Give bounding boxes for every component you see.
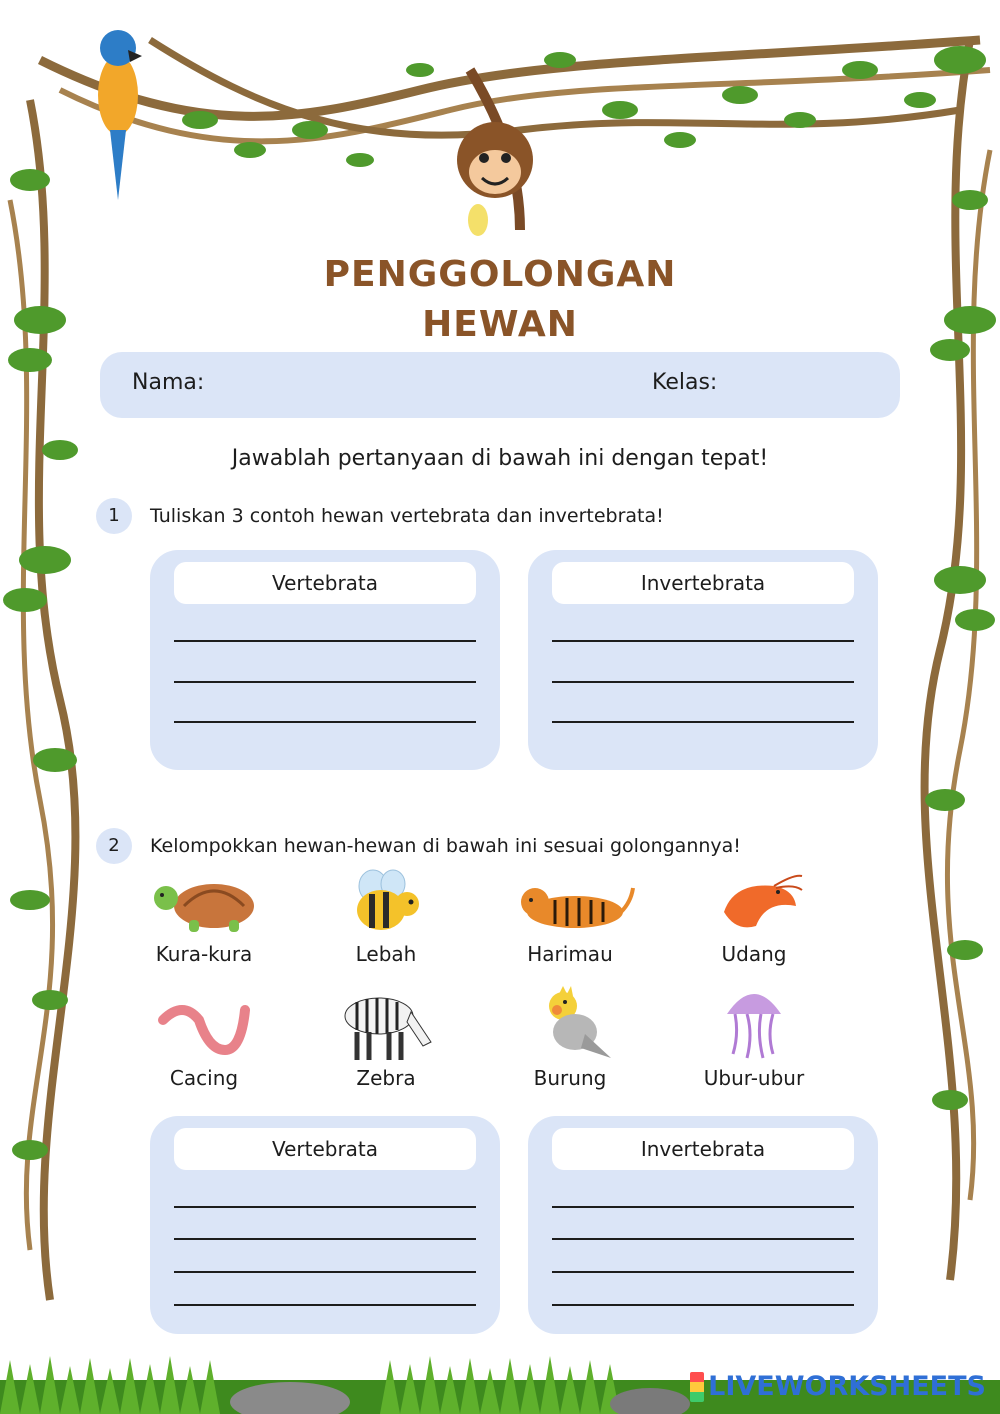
animal-name: Kura-kura	[155, 942, 253, 966]
answer-line[interactable]	[552, 1206, 854, 1208]
answer-line[interactable]	[174, 1271, 476, 1273]
top-vine-decoration	[0, 0, 1000, 250]
liveworksheets-badge-icon	[690, 1372, 704, 1402]
animal-card-lebah[interactable]	[306, 868, 466, 966]
animal-card-cacing[interactable]	[124, 990, 284, 1090]
animal-name: Zebra	[356, 1066, 416, 1090]
answer-line[interactable]	[174, 721, 476, 723]
animal-card-zebra[interactable]	[306, 984, 466, 1090]
q1-vertebrata-title: Vertebrata	[174, 562, 476, 604]
nama-label: Nama:	[132, 370, 205, 395]
shrimp-icon	[704, 872, 804, 936]
animal-card-kura-kura[interactable]	[124, 872, 284, 966]
animal-name: Harimau	[527, 942, 613, 966]
answer-line[interactable]	[174, 1206, 476, 1208]
zebra-icon	[331, 984, 441, 1064]
kelas-label: Kelas:	[652, 370, 718, 395]
animal-card-udang[interactable]	[674, 872, 834, 966]
answer-line[interactable]	[552, 1304, 854, 1306]
question-2-text: Kelompokkan hewan-hewan di bawah ini sesuai golongannya!	[150, 835, 741, 857]
animal-name: Burung	[533, 1066, 607, 1090]
answer-line[interactable]	[552, 1238, 854, 1240]
answer-line[interactable]	[174, 640, 476, 642]
watermark-text: LIVEWORKSHEETS	[708, 1370, 986, 1402]
answer-line[interactable]	[552, 681, 854, 683]
question-2-number: 2	[96, 828, 132, 864]
turtle-icon	[144, 872, 264, 936]
instruction-text: Jawablah pertanyaan di bawah ini dengan tepat!	[231, 446, 769, 471]
question-1-text: Tuliskan 3 contoh hewan vertebrata dan invertebrata!	[150, 505, 664, 527]
q2-vertebrata-title: Vertebrata	[174, 1128, 476, 1170]
tiger-icon	[505, 872, 635, 936]
answer-line[interactable]	[174, 1304, 476, 1306]
q2-invertebrata-box	[528, 1116, 878, 1334]
animal-name: Lebah	[355, 942, 417, 966]
liveworksheets-logo	[690, 1371, 986, 1403]
page-title-line2: HEWAN	[422, 304, 578, 345]
question-1-number: 1	[96, 498, 132, 534]
page-title-line1: PENGGOLONGAN	[323, 254, 677, 295]
answer-line[interactable]	[552, 1271, 854, 1273]
bee-icon	[341, 868, 431, 936]
q1-vertebrata-box	[150, 550, 500, 770]
animal-name: Udang	[721, 942, 787, 966]
parrot-icon	[98, 30, 142, 200]
answer-line[interactable]	[552, 721, 854, 723]
animal-card-harimau[interactable]	[490, 872, 650, 966]
answer-line[interactable]	[174, 681, 476, 683]
q1-invertebrata-box	[528, 550, 878, 770]
left-vine-decoration	[0, 0, 100, 1360]
animal-card-ubur-ubur[interactable]	[674, 984, 834, 1090]
right-vine-decoration	[900, 0, 1000, 1360]
bird-icon	[525, 984, 615, 1064]
answer-line[interactable]	[552, 640, 854, 642]
q1-invertebrata-title: Invertebrata	[552, 562, 854, 604]
animal-name: Cacing	[169, 1066, 239, 1090]
jellyfish-icon	[719, 984, 789, 1064]
q2-vertebrata-box	[150, 1116, 500, 1334]
q2-invertebrata-title: Invertebrata	[552, 1128, 854, 1170]
answer-line[interactable]	[174, 1238, 476, 1240]
animal-card-burung[interactable]	[490, 984, 650, 1090]
student-info-bar	[100, 352, 900, 418]
animal-name: Ubur-ubur	[703, 1066, 805, 1090]
worm-icon	[149, 990, 259, 1064]
